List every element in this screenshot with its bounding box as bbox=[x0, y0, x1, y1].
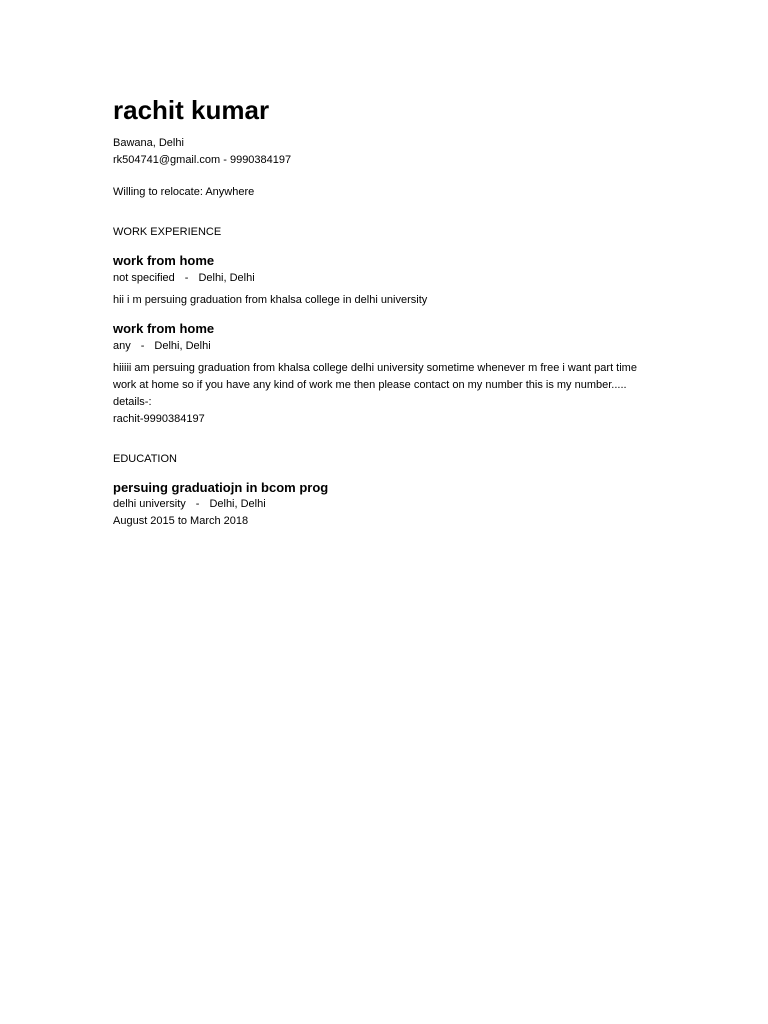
phone-number: 9990384197 bbox=[229, 154, 292, 166]
school-location bbox=[113, 496, 266, 513]
job-title: work from home bbox=[113, 321, 215, 336]
job-company: not specified bbox=[113, 272, 175, 284]
job-title: work from home bbox=[113, 253, 215, 268]
school-name: delhi university bbox=[113, 498, 186, 510]
job-company-location bbox=[113, 338, 211, 355]
job-description-line: details-: bbox=[113, 396, 152, 408]
job-description-line: hiiiii am persuing graduation from khalsa college delhi university sometime whenever m free i want part time bbox=[113, 362, 637, 374]
job-separator: - bbox=[184, 272, 189, 284]
job-company-location bbox=[113, 270, 255, 287]
degree-title: persuing graduatiojn in bcom prog bbox=[113, 480, 329, 495]
job-location: Delhi, Delhi bbox=[154, 340, 211, 352]
job-description: hii i m persuing graduation from khalsa college in delhi university bbox=[113, 294, 428, 306]
job-description-line: rachit-9990384197 bbox=[113, 413, 205, 425]
relocate-statement: Willing to relocate: Anywhere bbox=[113, 186, 255, 198]
school-location-text: Delhi, Delhi bbox=[209, 498, 266, 510]
contact-separator: - bbox=[220, 154, 230, 166]
education-dates: August 2015 to March 2018 bbox=[113, 515, 249, 527]
job-separator: - bbox=[140, 340, 145, 352]
email-link[interactable]: rk504741@gmail.com bbox=[113, 154, 221, 166]
school-separator: - bbox=[195, 498, 200, 510]
work-experience-heading: WORK EXPERIENCE bbox=[113, 226, 222, 238]
education-heading: EDUCATION bbox=[113, 453, 177, 465]
candidate-location: Bawana, Delhi bbox=[113, 137, 184, 149]
job-company: any bbox=[113, 340, 131, 352]
job-description-line: work at home so if you have any kind of work me then please contact on my number this is my number..... bbox=[113, 379, 627, 391]
candidate-name: rachit kumar bbox=[113, 95, 270, 125]
job-location: Delhi, Delhi bbox=[198, 272, 255, 284]
contact-line bbox=[113, 152, 291, 169]
